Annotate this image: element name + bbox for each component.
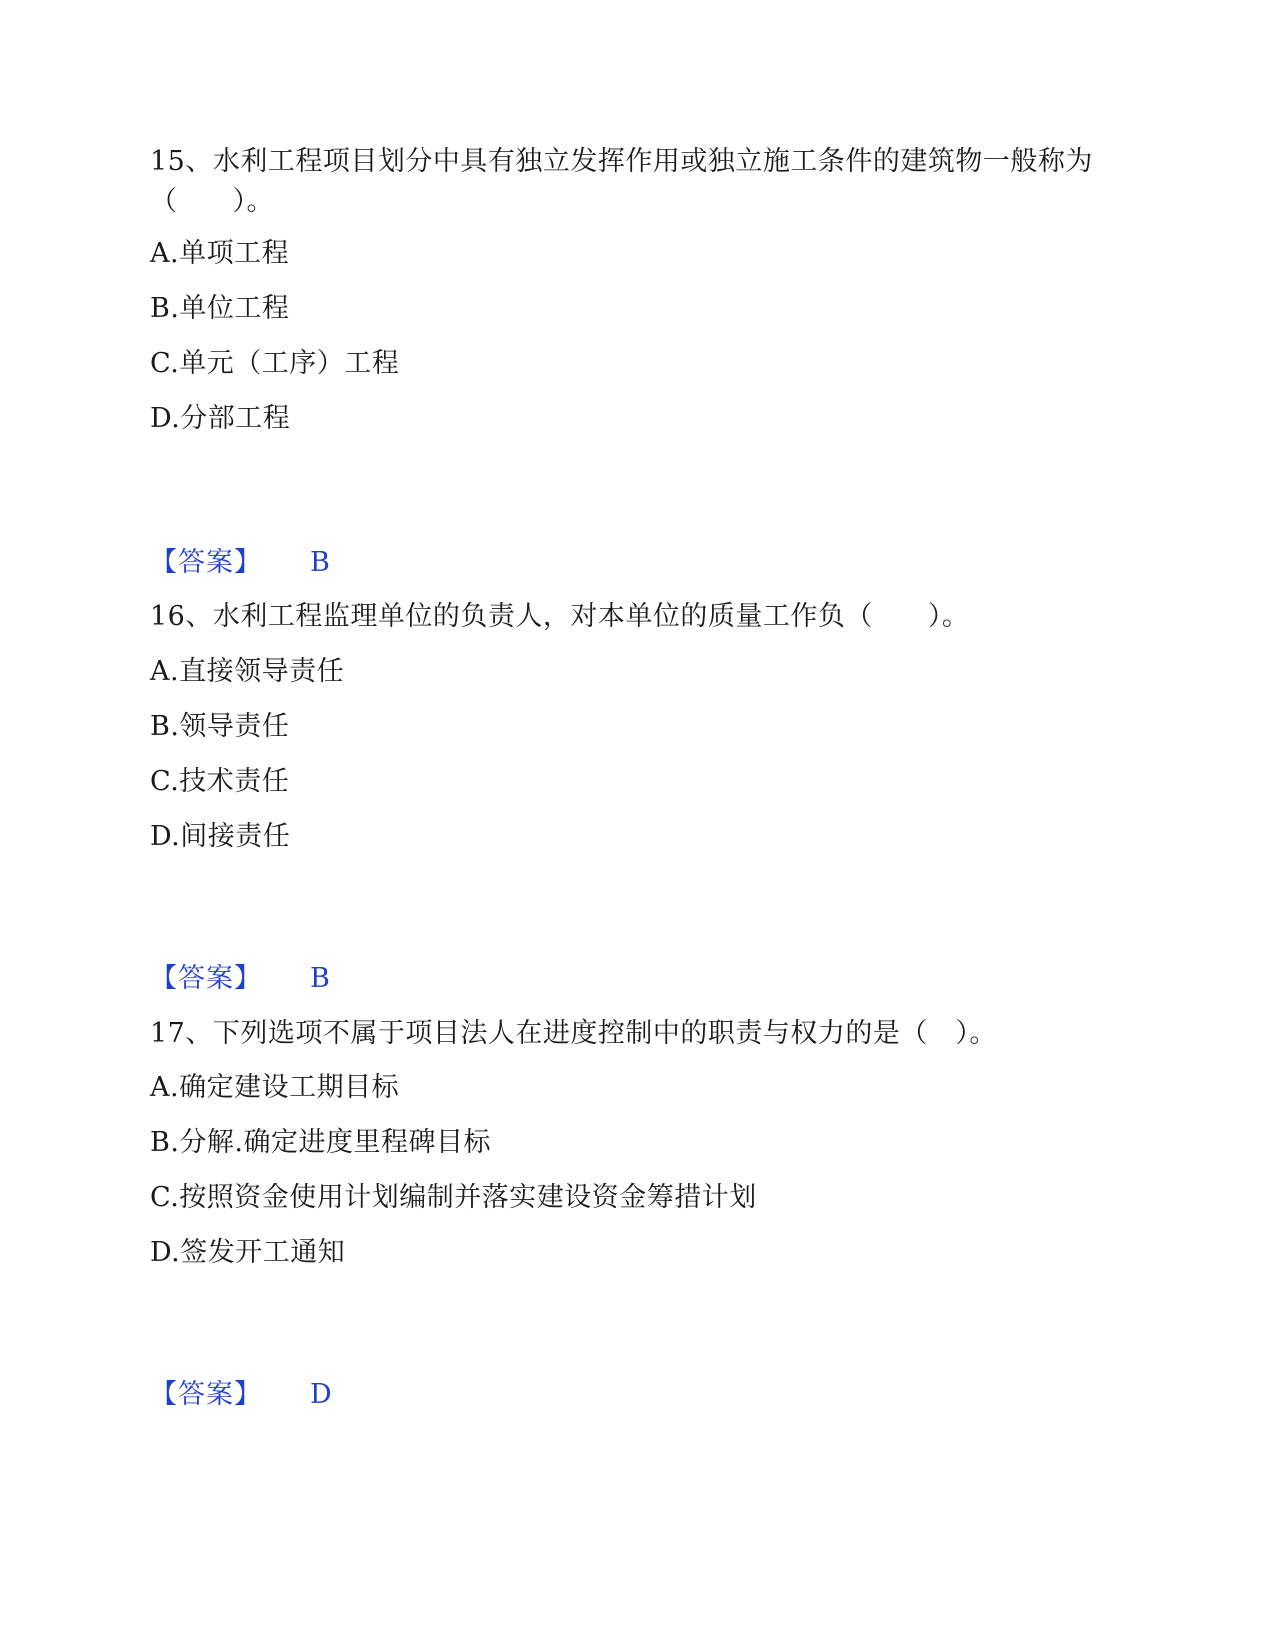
answer-value: B [310,547,330,578]
question-stem: 17、下列选项不属于项目法人在进度控制中的职责与权力的是（ ）。 [150,1018,997,1049]
question-15-options [150,234,1110,439]
question-17-options [150,1068,1110,1273]
option-c: C.按照资金使用计划编制并落实建设资金筹措计划 [150,1182,757,1213]
question-17 [150,1014,1110,1054]
question-16-options [150,652,1110,857]
option-b: B.领导责任 [150,711,290,742]
option-a: A.单项工程 [150,238,290,269]
question-16 [150,597,1110,637]
answer-16 [150,959,330,999]
answer-label: 【答案】 [150,1379,262,1410]
option-d: D.分部工程 [150,403,291,434]
option-a: A.确定建设工期目标 [150,1072,400,1103]
answer-value: D [310,1379,332,1410]
question-stem: 15、水利工程项目划分中具有独立发挥作用或独立施工条件的建筑物一般称为（ ）。 [150,146,1093,217]
option-c: C.单元（工序）工程 [150,348,400,379]
answer-value: B [310,963,330,994]
option-a: A.直接领导责任 [150,656,345,687]
question-15 [150,142,1110,222]
option-c: C.技术责任 [150,766,290,797]
answer-label: 【答案】 [150,963,262,994]
answer-label: 【答案】 [150,547,262,578]
option-d: D.签发开工通知 [150,1237,346,1268]
question-stem: 16、水利工程监理单位的负责人，对本单位的质量工作负（ ）。 [150,601,970,632]
answer-15 [150,543,330,583]
answer-17 [150,1375,332,1415]
option-b: B.单位工程 [150,293,290,324]
option-b: B.分解.确定进度里程碑目标 [150,1127,492,1158]
option-d: D.间接责任 [150,821,291,852]
